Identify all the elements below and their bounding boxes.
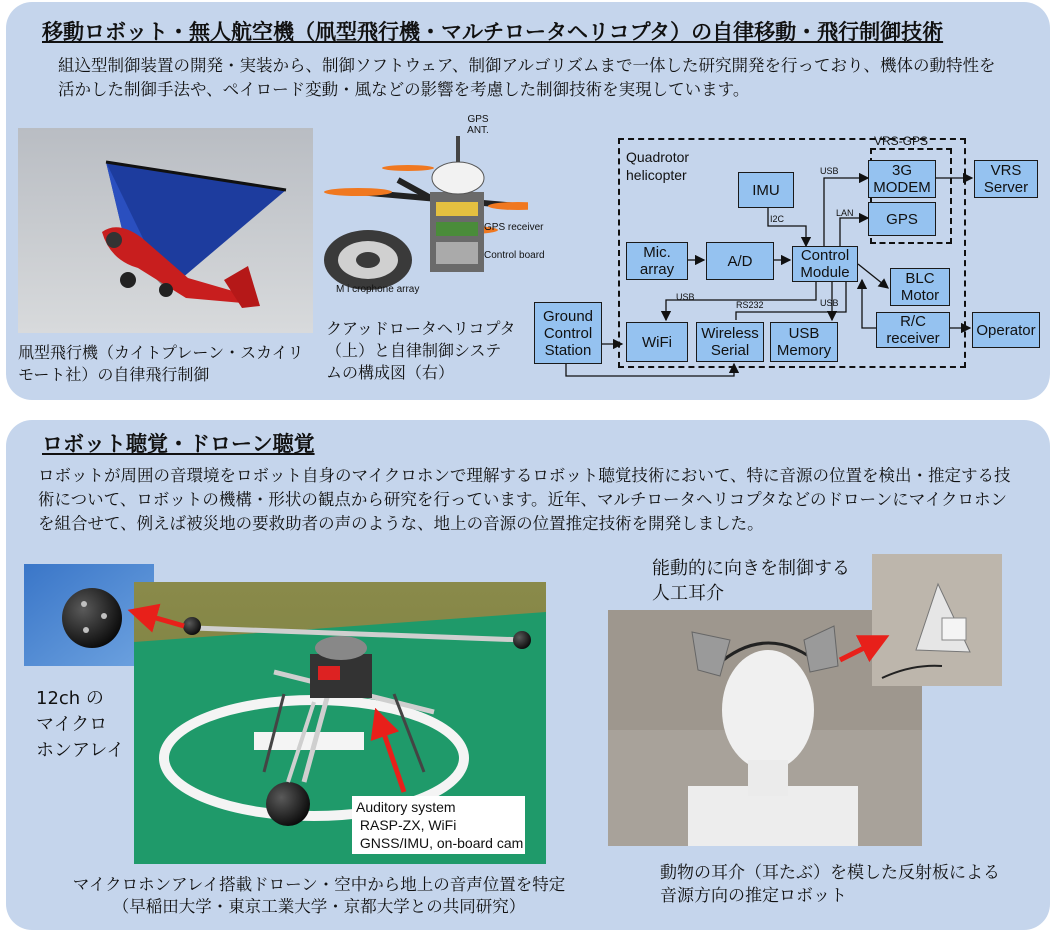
block-control-module: Control Module (792, 246, 858, 282)
link-lan: LAN (836, 208, 854, 218)
top-panel (6, 2, 1050, 400)
kite-plane-caption: 凧型飛行機（カイトプレーン・スカイリモート社）の自律飛行制御 (18, 343, 304, 384)
link-usb-modem: USB (820, 166, 839, 176)
link-i2c: I2C (770, 214, 785, 224)
ear-arrow (6, 420, 1050, 930)
link-usb-memory: USB (820, 298, 839, 308)
quad-mic-array-label: M i crophone array (336, 284, 420, 295)
block-rc-receiver: R/C receiver (876, 312, 950, 348)
block-mic-array: Mic. array (626, 242, 688, 280)
quadrotor-caption: クアッドロータヘリコプタ（上）と自律制御システムの構成図（右） (326, 319, 516, 382)
block-vrs-server: VRS Server (974, 160, 1038, 198)
link-usb-wifi: USB (676, 292, 695, 302)
bottom-section-title: ロボット聴覚・ドローン聴覚 (42, 432, 315, 456)
block-usb-memory: USB Memory (770, 322, 838, 362)
red-arrow-icon (840, 642, 876, 660)
block-imu: IMU (738, 172, 794, 208)
block-operator: Operator (972, 312, 1040, 348)
mic-array-label: 12ch の マイクロ ホンアレイ (36, 688, 125, 761)
block-wireless-serial: Wireless Serial (696, 322, 764, 362)
top-section-title: 移動ロボット・無人航空機（凧型飛行機・マルチロータヘリコプタ）の自律移動・飛行制御技術 (42, 20, 944, 44)
robot-caption: 動物の耳介（耳たぶ）を模した反射板による 音源方向の推定ロボット (660, 863, 1000, 906)
quad-control-board-label: Control board (484, 250, 545, 261)
quad-gps-ant-label: GPS ANT. (467, 114, 489, 136)
bottom-section-description: ロボットが周囲の音環境をロボット自身のマイクロホンで理解するロボット聴覚技術において、特に音源の位置を検出・推定する技術について、ロボットの機構・形状の観点から研究を行っています。近年、マルチロータヘリコプタなどのドローンにマイクロホンを組合せて、例えば被災地の要救助者の声のような、地上の音源の位置推定技術を開発しました。 (38, 466, 1011, 533)
vrs-gps-group-label: VRS-GPS (874, 134, 929, 148)
top-section-description: 組込型制御装置の開発・実装から、制御ソフトウェア、制御アルゴリズムまで一体した研究開発を行っており、機体の動特性を活かした制御手法や、ペイロード変動・風などの影響を考慮した制御技術を実現しています。 (58, 56, 996, 99)
quadrotor-container-label: Quadrotor helicopter (626, 149, 690, 183)
artificial-ear-label: 能動的に向きを制御する 人工耳介 (652, 558, 850, 604)
block-wifi: WiFi (626, 322, 688, 362)
auditory-system-label: Auditory system RASP-ZX, WiFi GNSS/IMU, on-board cam (352, 796, 525, 854)
block-blc-motor: BLC Motor (890, 268, 950, 306)
bottom-panel (6, 420, 1050, 930)
link-rs232: RS232 (736, 300, 764, 310)
block-ground-control-station: Ground Control Station (534, 302, 602, 364)
block-3g-modem: 3G MODEM (868, 160, 936, 198)
block-ad: A/D (706, 242, 774, 280)
block-gps: GPS (868, 202, 936, 236)
quad-gps-receiver-label: GPS receiver (484, 222, 544, 233)
drone-caption: マイクロホンアレイ搭載ドローン・空中から地上の音声位置を特定 （早稲田大学・東京工業大学・京都大学との共同研究） (72, 875, 566, 916)
